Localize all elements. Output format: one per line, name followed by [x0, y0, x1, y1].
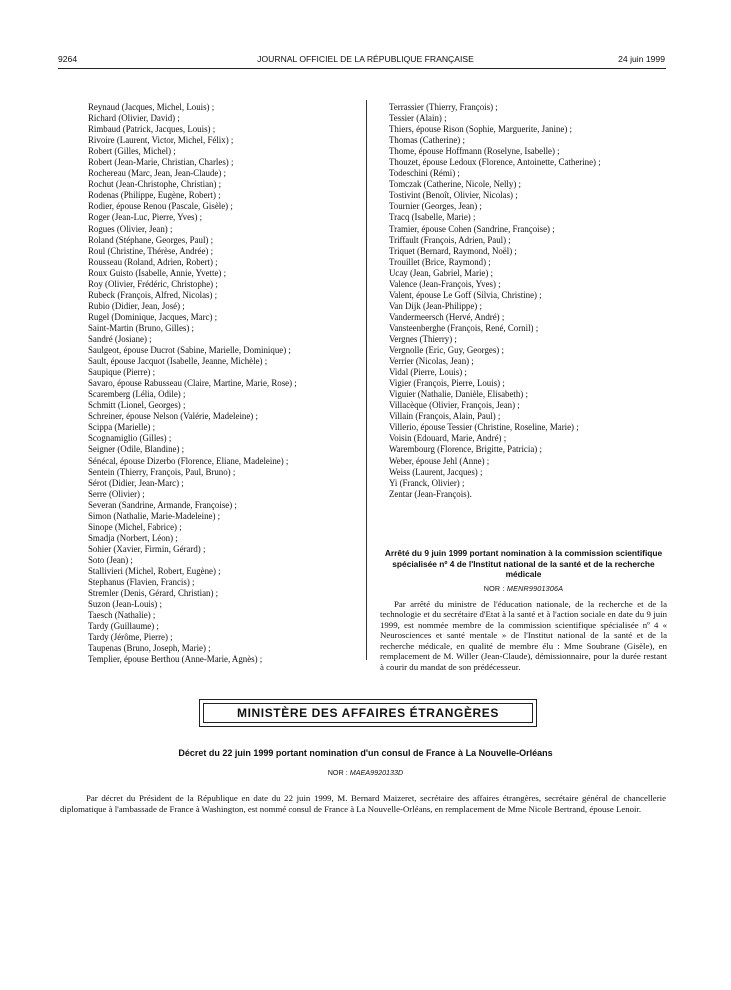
journal-title: JOURNAL OFFICIEL DE LA RÉPUBLIQUE FRANÇAISE [257, 54, 474, 64]
name-entry: Simon (Nathalie, Marie-Madeleine) ; [88, 510, 221, 521]
name-entry: Trouillet (Brice, Raymond) ; [389, 256, 491, 267]
name-entry: Suzon (Jean-Louis) ; [88, 599, 162, 610]
name-entry: Tardy (Jérôme, Pierre) ; [88, 632, 173, 643]
name-entry: Verrier (Nicolas, Jean) ; [389, 356, 474, 367]
name-entry: Rodenas (Philippe, Eugène, Robert) ; [88, 190, 221, 201]
name-entry: Warembourg (Florence, Brigitte, Patricia) ; [389, 444, 542, 455]
arrete-nor-code: MENR9901306A [506, 583, 564, 593]
name-entry: Weiss (Laurent, Jacques) ; [389, 466, 483, 477]
name-entry: Templier, épouse Berthou (Anne-Marie, Agnès) ; [88, 654, 263, 665]
arrete-section [380, 548, 667, 673]
name-entry: Thouzet, épouse Ledoux (Florence, Antoinette, Catherine) ; [389, 157, 601, 168]
publication-date: 24 juin 1999 [618, 54, 665, 64]
name-entry: Rochut (Jean-Christophe, Christian) ; [88, 179, 222, 190]
name-entry: Sandré (Josiane) ; [88, 333, 152, 344]
ministry-frame [199, 699, 537, 727]
name-entry: Zentar (Jean-François). [389, 488, 472, 499]
name-entry: Roy (Olivier, Frédéric, Christophe) ; [88, 278, 218, 289]
left-name-list [88, 102, 297, 665]
name-entry: Vansteenberghe (François, René, Cornil) ; [389, 322, 539, 333]
decret-body: Par décret du Président de la République en date du 22 juin 1999, M. Bernard Maizeret, secrétaire des affaires étrangères, secrétaire général de chancellerie diplomatique à l'ambassade de France à Washington, est nommé consul de France à La Nouvelle-Orléans, en remplacement de Mme Nicole Bertrand, épouse Lenoir. [60, 793, 666, 814]
name-entry: Tessier (Alain) ; [389, 113, 447, 124]
name-entry: Rochereau (Marc, Jean, Jean-Claude) ; [88, 168, 226, 179]
name-entry: Stephanus (Flavien, Francis) ; [88, 577, 195, 588]
name-entry: Stremler (Denis, Gérard, Christian) ; [88, 588, 219, 599]
name-entry: Vandermeersch (Hervé, André) ; [389, 311, 505, 322]
name-entry: Serre (Olivier) ; [88, 488, 145, 499]
name-entry: Vidal (Pierre, Louis) ; [389, 367, 467, 378]
name-entry: Weber, épouse Jehl (Anne) ; [389, 455, 490, 466]
name-entry: Rubeck (François, Alfred, Nicolas) ; [88, 289, 218, 300]
header-rule [58, 68, 666, 69]
name-entry: Vergnes (Thierry) ; [389, 333, 457, 344]
name-entry: Sérot (Didier, Jean-Marc) ; [88, 477, 184, 488]
ministry-inner-frame [203, 703, 533, 723]
name-entry: Rubio (Didier, Jean, José) ; [88, 300, 185, 311]
name-entry: Scippa (Marielle) ; [88, 422, 156, 433]
decret-nor [60, 768, 671, 777]
name-entry: Terrassier (Thierry, François) ; [389, 102, 498, 112]
name-entry: Sentein (Thierry, François, Paul, Bruno) ; [88, 466, 236, 477]
name-entry: Valence (Jean-François, Yves) ; [389, 278, 501, 289]
page-number: 9264 [58, 54, 78, 64]
column-divider [366, 100, 367, 660]
name-entry: Sohier (Xavier, Firmin, Gérard) ; [88, 543, 206, 554]
decret-nor-code: MAEA9920133D [349, 768, 404, 777]
name-entry: Rousseau (Roland, Adrien, Robert) ; [88, 256, 218, 267]
name-entry: Schmitt (Lionel, Georges) ; [88, 400, 186, 411]
arrete-body: Par arrêté du ministre de l'éducation nationale, de la recherche et de la technologie et du secrétaire d'Etat à la santé et à l'action sociale en date du 9 juin 1999, est nommée membre de la commission scientifique spécialisée nº 4 « Neurosciences et santé mentale » de l'Institut national de la santé et de la recherche médicale, en qualité de membre élu : Mme Soubrane (Gisèle), en remplacement de M. Willer (Jean-Claude), démissionnaire, pour la durée restant à courir du mandat de son prédécesseur. [380, 598, 667, 673]
name-entry: Tracq (Isabelle, Marie) ; [389, 212, 476, 223]
name-entry: Rugel (Dominique, Jacques, Marc) ; [88, 311, 218, 322]
ministry-title: MINISTÈRE DES AFFAIRES ÉTRANGÈRES [236, 706, 500, 720]
name-entry: Sinope (Michel, Fabrice) ; [88, 521, 182, 532]
name-entry: Taupenas (Bruno, Joseph, Marie) ; [88, 643, 211, 654]
name-entry: Vergnolle (Eric, Guy, Georges) ; [389, 345, 504, 356]
name-entry: Ucay (Jean, Gabriel, Marie) ; [389, 267, 493, 278]
name-entry: Thomas (Catherine) ; [389, 135, 465, 146]
name-entry: Tomczak (Catherine, Nicole, Nelly) ; [389, 179, 521, 190]
name-entry: Sénécal, épouse Dizerbo (Florence, Eliane, Madeleine) ; [88, 455, 289, 466]
name-entry: Robert (Jean-Marie, Christian, Charles) ; [88, 157, 234, 168]
name-entry: Tournier (Georges, Jean) ; [389, 201, 482, 212]
name-entry: Vigier (François, Pierre, Louis) ; [389, 378, 505, 389]
name-entry: Roger (Jean-Luc, Pierre, Yves) ; [88, 212, 203, 223]
name-entry: Stallivieri (Michel, Robert, Eugène) ; [88, 565, 221, 576]
name-entry: Rodier, épouse Renou (Pascale, Gisèle) ; [88, 201, 233, 212]
name-entry: Severan (Sandrine, Armande, Françoise) ; [88, 499, 237, 510]
name-entry: Saint-Martin (Bruno, Gilles) ; [88, 322, 194, 333]
name-entry: Villain (François, Alain, Paul) ; [389, 411, 501, 422]
name-entry: Thome, épouse Hoffmann (Roselyne, Isabelle) ; [389, 146, 560, 157]
name-entry: Rivoire (Laurent, Victor, Michel, Félix) ; [88, 135, 234, 146]
name-entry: Viguier (Nathalie, Danièle, Elisabeth) ; [389, 389, 528, 400]
name-entry: Triffault (François, Adrien, Paul) ; [389, 234, 511, 245]
name-entry: Seigner (Odile, Blandine) ; [88, 444, 185, 455]
name-entry: Thiers, épouse Rison (Sophie, Marguerite, Janine) ; [389, 124, 572, 135]
name-entry: Scognamiglio (Gilles) ; [88, 433, 172, 444]
name-entry: Triquet (Bernard, Raymond, Noël) ; [389, 245, 517, 256]
name-entry: Tardy (Guillaume) ; [88, 621, 159, 632]
name-entry: Van Dijk (Jean-Philippe) ; [389, 300, 482, 311]
arrete-nor-label: NOR : [483, 583, 505, 593]
name-entry: Reynaud (Jacques, Michel, Louis) ; [88, 102, 215, 112]
name-entry: Schreiner, épouse Nelson (Valérie, Madeleine) ; [88, 411, 258, 422]
name-entry: Saulgeot, épouse Ducrot (Sabine, Marielle, Dominique) ; [88, 345, 291, 356]
arrete-title: Arrêté du 9 juin 1999 portant nomination à la commission scientifique spécialisée nº 4 de l'Institut national de la santé et de la recherche médicale [384, 548, 663, 579]
name-entry: Roul (Christine, Thérèse, Andrée) ; [88, 245, 214, 256]
name-entry: Villerio, épouse Tessier (Christine, Roseline, Marie) ; [389, 422, 579, 433]
name-entry: Soto (Jean) ; [88, 554, 133, 565]
name-entry: Valent, épouse Le Goff (Silvia, Christine) ; [389, 289, 542, 300]
name-entry: Smadja (Norbert, Léon) ; [88, 532, 178, 543]
name-entry: Yi (Franck, Olivier) ; [389, 477, 465, 488]
name-entry: Sault, épouse Jacquot (Isabelle, Jeanne, Michèle) ; [88, 356, 268, 367]
name-entry: Rogues (Olivier, Jean) ; [88, 223, 173, 234]
right-name-list [389, 102, 601, 500]
name-entry: Robert (Gilles, Michel) ; [88, 146, 176, 157]
name-entry: Taesch (Nathalie) ; [88, 610, 156, 621]
name-entry: Richard (Olivier, David) ; [88, 113, 180, 124]
name-entry: Tramier, épouse Cohen (Sandrine, Françoise) ; [389, 223, 555, 234]
name-entry: Roux Guisto (Isabelle, Annie, Yvette) ; [88, 267, 227, 278]
name-entry: Savaro, épouse Rabusseau (Claire, Martine, Marie, Rose) ; [88, 378, 297, 389]
arrete-nor [380, 584, 667, 593]
name-entry: Rimbaud (Patrick, Jacques, Louis) ; [88, 124, 216, 135]
name-entry: Villacèque (Olivier, François, Jean) ; [389, 400, 520, 411]
name-entry: Todeschini (Rémi) ; [389, 168, 460, 179]
name-entry: Voisin (Edouard, Marie, André) ; [389, 433, 507, 444]
name-entry: Scaremberg (Lélia, Odile) ; [88, 389, 186, 400]
name-entry: Roland (Stéphane, Georges, Paul) ; [88, 234, 214, 245]
name-entry: Saupique (Pierre) ; [88, 367, 156, 378]
decret-nor-label: NOR : [327, 768, 348, 777]
name-entry: Tostivint (Benoît, Olivier, Nicolas) ; [389, 190, 518, 201]
decret-title: Décret du 22 juin 1999 portant nomination d'un consul de France à La Nouvelle-Orléans [178, 748, 553, 758]
